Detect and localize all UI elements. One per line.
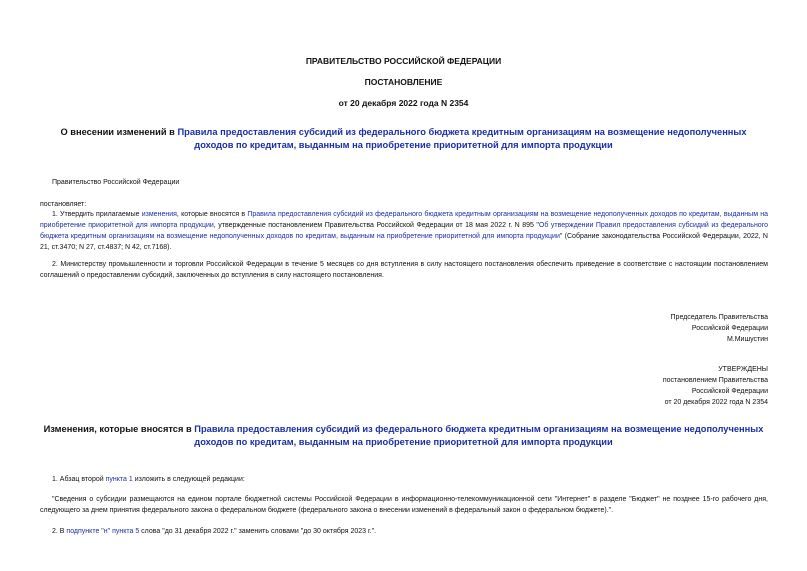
item-1 — [52, 474, 245, 485]
changes-title-prefix: Изменения, которые вносятся в — [43, 424, 195, 434]
paragraph-1 — [40, 209, 768, 253]
signature-country: Российской Федерации — [691, 325, 768, 332]
para1-text-1: 1. Утвердить прилагаемые — [52, 211, 142, 218]
changes-link[interactable]: изменения — [141, 211, 177, 218]
rules-link[interactable]: Правила предоставления субсидий из федерального бюджета кредитным организациям на возмещение недополученных доходов по кредитам, выданным на приобретение приоритетной для импорта продукции — [40, 211, 768, 229]
item1-text-2: изложить в следующей редакции: — [132, 476, 245, 483]
approved-block — [663, 364, 768, 408]
item-2 — [52, 526, 376, 537]
title-rules-link[interactable]: Правила предоставления субсидий из федерального бюджета кредитным организациям на возмещение недополученных доходов по кредитам, выданным на приобретение приоритетной для импорта продукции — [177, 127, 747, 150]
para1-text-3: , утвержденные постановлением Правительства Российской Федерации от 18 мая 2022 г. N 895 " — [213, 222, 539, 229]
paragraph-2: 2. Министерству промышленности и торговли Российской Федерации в течение 5 месяцев со дня вступления в силу настоящего постановления обеспечить приведение в соответствие с настоящим постановлением соглашений о предоставлении субсидий, заключенных до вступления в силу настоящего постановления. — [40, 261, 768, 279]
item2-text-2: слова "до 31 декабря 2022 г." заменить словами "до 30 октября 2023 г.". — [139, 528, 377, 535]
resolves-text: постановляет: — [40, 201, 87, 208]
document-date-number: от 20 декабря 2022 года N 2354 — [338, 98, 469, 108]
title-prefix: О внесении изменений в — [60, 127, 178, 137]
amended-text-quote: "Сведения о субсидии размещаются на едином портале бюджетной системы Российской Федерации в информационно-телекоммуникационной сети "Интернет" в разделе "Бюджет" не позднее 15-го рабочего дня, следующего за днем принятия федерального закона о федеральном бюджете (федерального закона о внесении изменений в федеральный закон о федеральном бюджете).". — [40, 496, 768, 514]
item1-text-1: 1. Абзац второй — [52, 476, 106, 483]
resolution-895-link[interactable]: Об утверждении Правил предоставления субсидий из федерального бюджета кредитным организациям на возмещение недополученных доходов по кредитам, выданным на приобретение приоритетной для импорта продукции — [40, 222, 768, 240]
signature-position: Председатель Правительства — [670, 314, 768, 321]
government-heading: ПРАВИТЕЛЬСТВО РОССИЙСКОЙ ФЕДЕРАЦИИ — [305, 56, 502, 66]
approved-country: Российской Федерации — [691, 388, 768, 395]
approved-heading: УТВЕРЖДЕНЫ — [718, 366, 768, 373]
item2-text-1: 2. В — [52, 528, 67, 535]
signature-block — [671, 312, 768, 345]
approved-by: постановлением Правительства — [662, 377, 768, 384]
para1-text-2: , которые вносятся в — [176, 211, 248, 218]
document-type-heading: ПОСТАНОВЛЕНИЕ — [364, 77, 443, 87]
government-name: Правительство Российской Федерации — [52, 179, 180, 186]
approved-date: от 20 декабря 2022 года N 2354 — [664, 399, 768, 406]
signature-name: М.Мишустин — [726, 336, 768, 343]
document-title — [40, 126, 767, 152]
subpoint-n-link[interactable]: подпункте "н" пункта 5 — [66, 528, 140, 535]
changes-title-rules-link[interactable]: Правила предоставления субсидий из федерального бюджета кредитным организациям на возмещение недополученных доходов по кредитам, выданным на приобретение приоритетной для импорта продукции — [194, 424, 764, 447]
changes-title — [40, 423, 767, 449]
para1-text-4: " (Собрание законодательства Российской Федерации, 2022, N 21, ст.3470; N 27, ст.4837; N 42, ст.7168). — [40, 233, 768, 251]
point-1-link[interactable]: пункта 1 — [105, 476, 133, 483]
